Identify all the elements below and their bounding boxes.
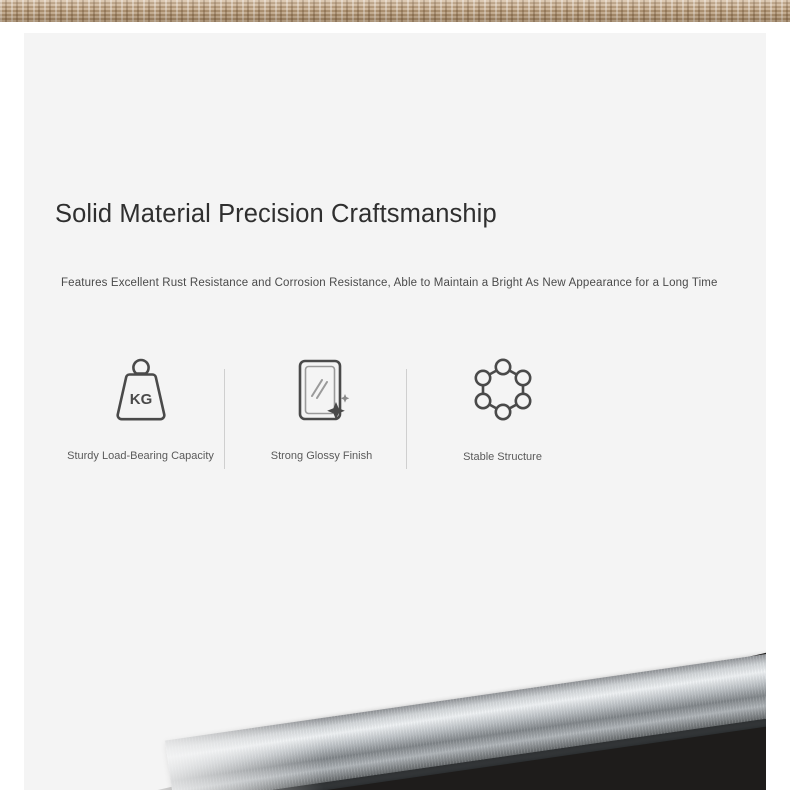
- content-panel: [24, 33, 766, 790]
- top-rattan-texture-band: [0, 0, 790, 22]
- feature-item-load-bearing: [58, 339, 223, 484]
- brushed-metal-bar-photo: [24, 615, 766, 790]
- page-subtitle: Features Excellent Rust Resistance and Corrosion Resistance, Able to Maintain a Bright As New Appearance for a Long Time: [61, 277, 718, 289]
- texture-shading: [0, 0, 790, 22]
- feature-caption: Strong Glossy Finish: [270, 450, 373, 462]
- feature-list: [58, 339, 618, 484]
- feature-caption: Stable Structure: [463, 451, 542, 463]
- feature-item-stable-structure: [420, 339, 585, 484]
- feature-item-glossy-finish: [239, 339, 404, 484]
- feature-divider-2: [406, 369, 407, 469]
- glossy-panel-sparkle-icon: [239, 349, 404, 431]
- svg-text:KG: KG: [129, 391, 152, 408]
- feature-divider-1: [224, 369, 225, 469]
- page-title: Solid Material Precision Craftsmanship: [55, 200, 497, 228]
- weight-kg-icon: [58, 349, 223, 431]
- feature-caption: Sturdy Load-Bearing Capacity: [67, 450, 214, 462]
- hexagon-molecule-icon: [420, 349, 585, 431]
